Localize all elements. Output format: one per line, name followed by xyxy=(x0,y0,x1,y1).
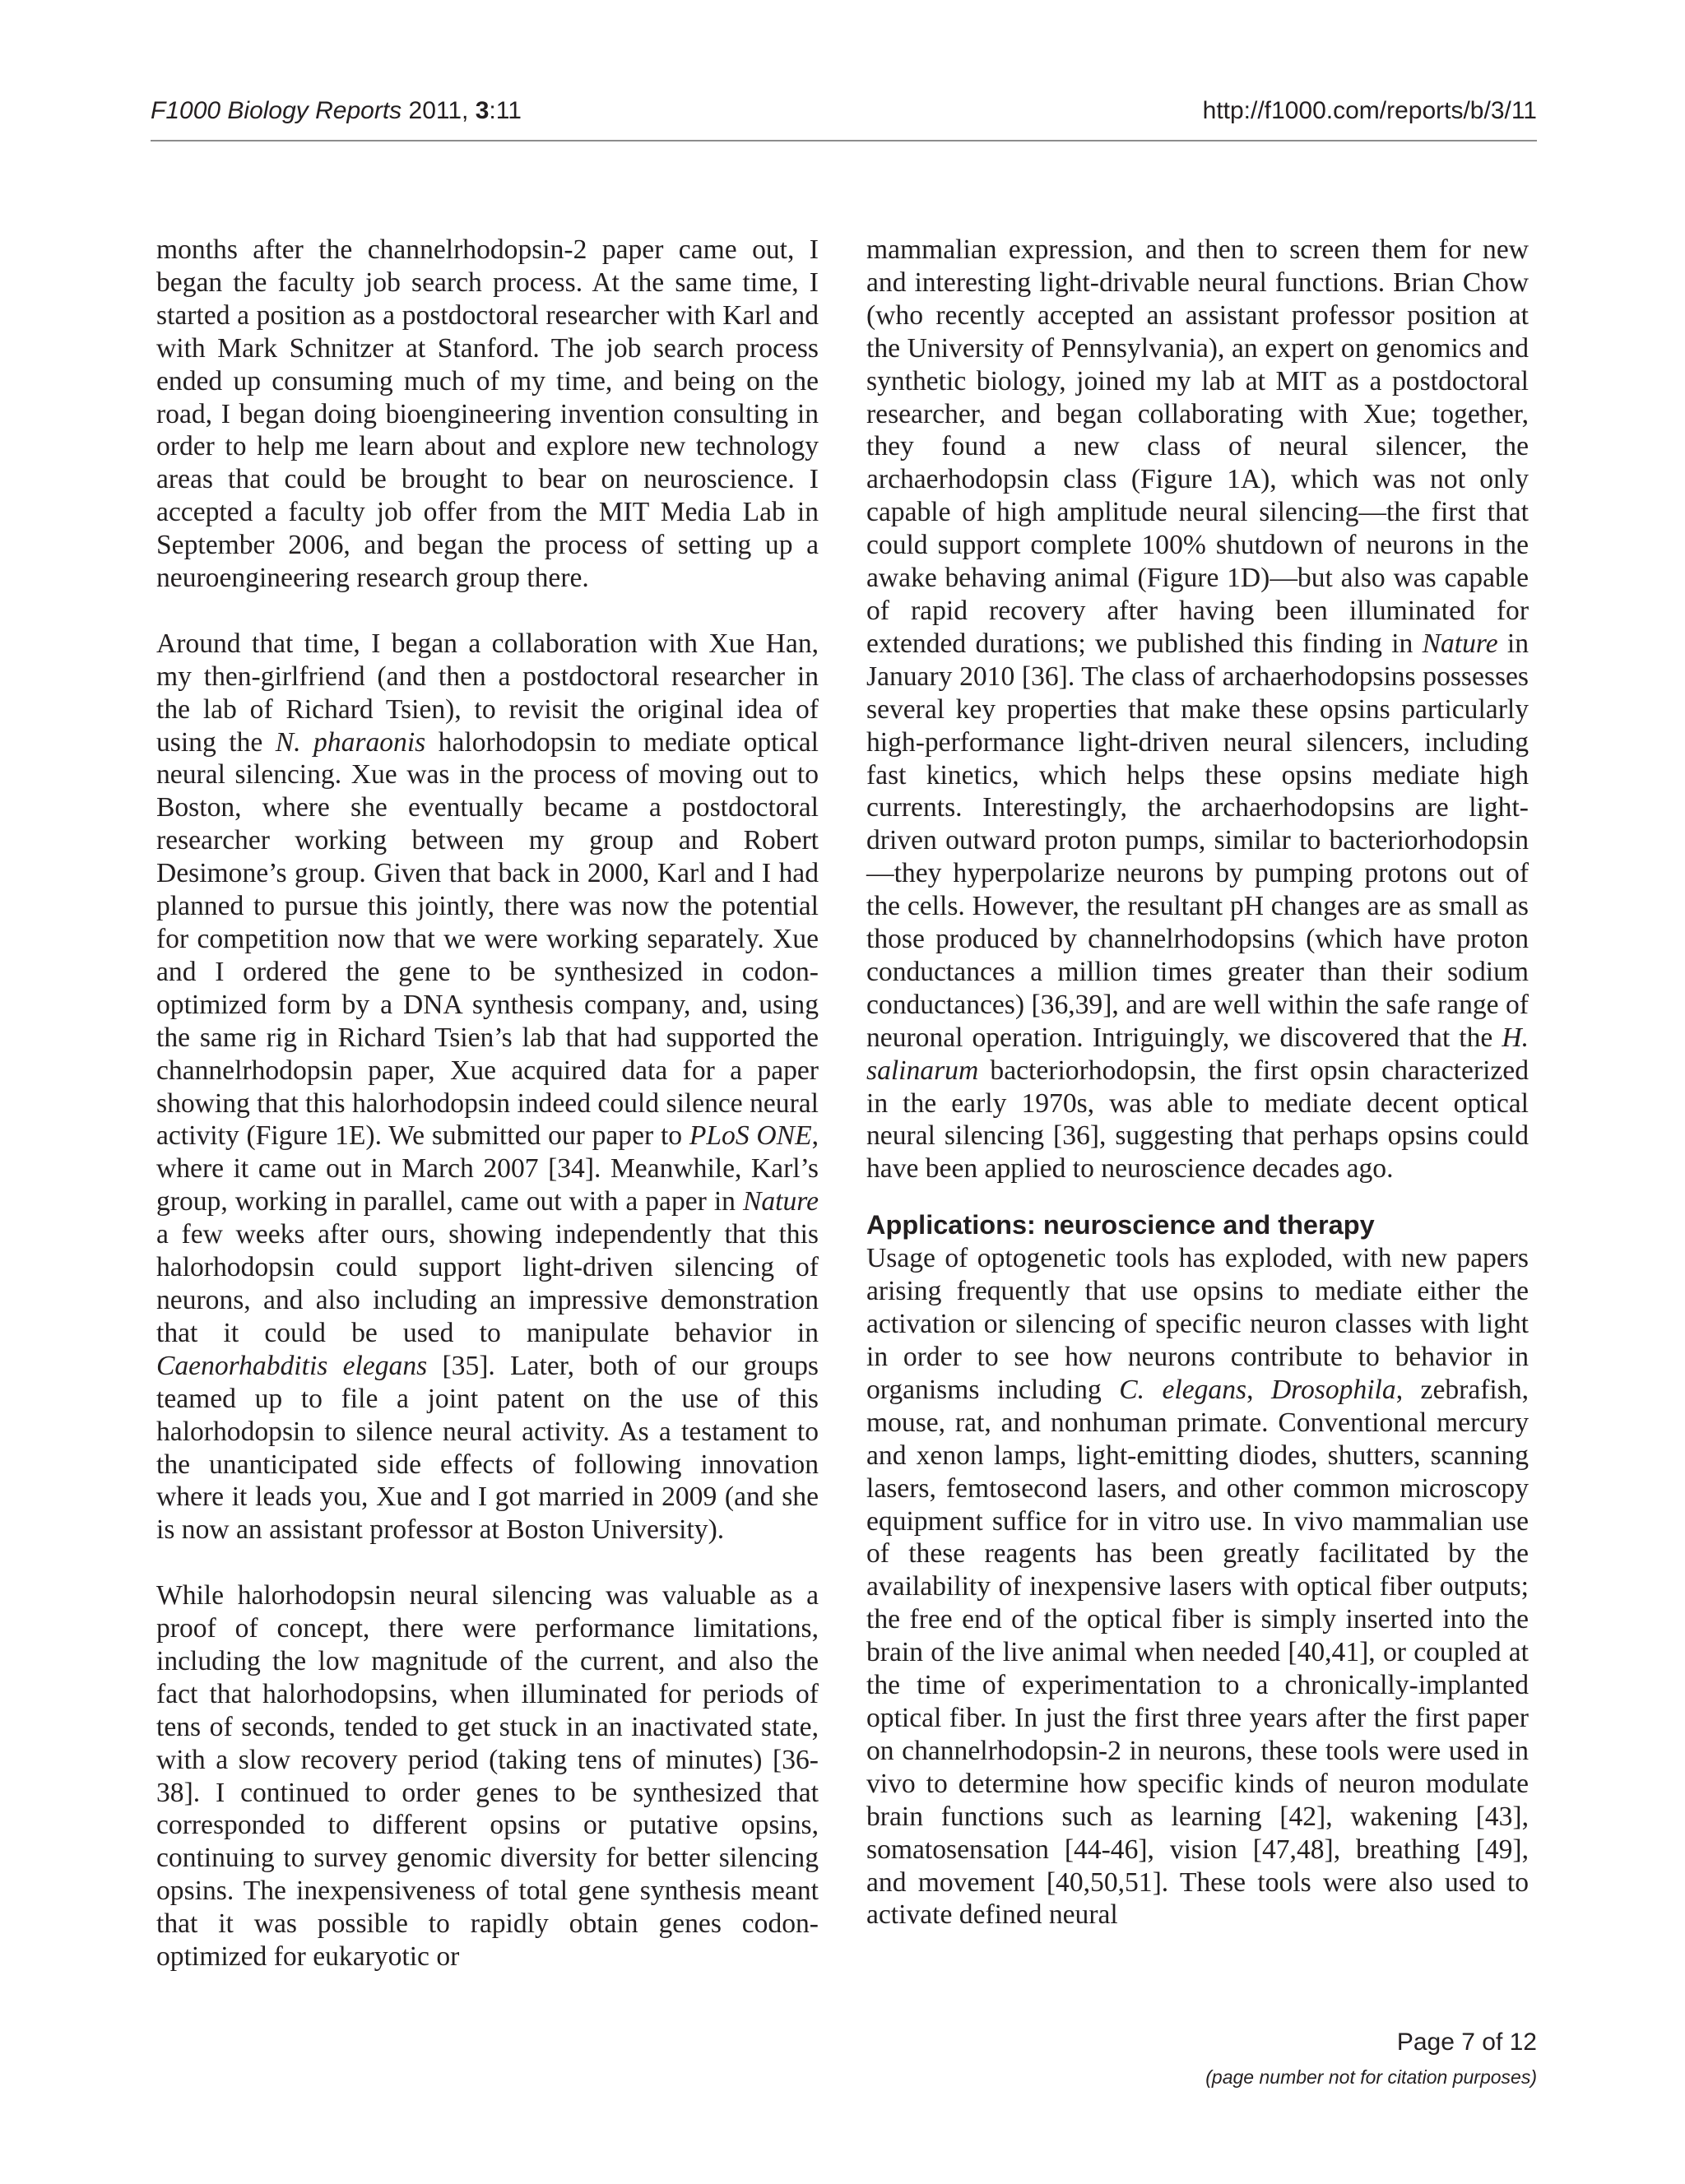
left-paragraph-1: months after the channelrhodopsin-2 paper came out, I began the faculty job search process. At the same time, I started a position as a postdoctoral researcher with Karl and with Mark Schnitzer at Stanford. The job search process ended up consuming much of my time, and being on the road, I began doing bioengineering invention consulting in order to help me learn about and explore new technology areas that could be brought to bear on neuroscience. I accepted a faculty job offer from the MIT Media Lab in September 2006, and began the process of setting up a neuroengineering research group there. xyxy=(156,234,819,594)
species-name: Drosophila xyxy=(1270,1374,1396,1405)
text-run: bacteriorhodopsin, the first opsin characterized in the early 1970s, was able to mediate decent optical neural silencing [36], suggesting that perhaps opsins could have been applied to neuroscience decades ago. xyxy=(866,1055,1529,1185)
text-run: Usage of optogenetic tools has exploded, with new papers arising frequently that use opsins to mediate either the activation or silencing of specific neuron classes with light in order to see how neurons contribute to behavior in organisms including xyxy=(866,1243,1529,1405)
journal-issue: :11 xyxy=(489,97,522,124)
section-heading: Applications: neuroscience and therapy xyxy=(866,1210,1375,1240)
species-name: C. elegans xyxy=(1119,1374,1247,1405)
text-run: in January 2010 [36]. The class of archaerhodopsins possesses several key properties that make these opsins particularly high-performance light-driven neural silencers, including fast kinetics, which helps these opsins mediate high currents. Interestingly, the archaerhodopsins are light-driven outward proton pumps, similar to bacteriorhodopsin—they hyperpolarize neurons by pumping protons out of the cells. However, the resultant pH changes are as small as those produced by channelrhodopsins (which have proton conductances a million times greater than their sodium conductances) [36,39], and are well within the safe range of neuronal operation. Intriguingly, we discovered that the xyxy=(866,628,1529,1053)
article-url[interactable]: http://f1000.com/reports/b/3/11 xyxy=(1202,97,1537,124)
right-paragraph-1 xyxy=(866,234,1529,1185)
journal-name: F1000 Biology Reports xyxy=(151,97,402,124)
left-paragraph-3: While halorhodopsin neural silencing was valuable as a proof of concept, there were performance limitations, including the low magnitude of the current, and also the fact that halorhodopsins, when illuminated for periods of tens of seconds, tended to get stuck in an inactivated state, with a slow recovery period (taking tens of minutes) [36-38]. I continued to order genes to be synthesized that corresponded to different opsins or putative opsins, continuing to survey genomic diversity for better silencing opsins. The inexpensiveness of total gene synthesis meant that it was possible to rapidly obtain genes codon-optimized for eukaryotic or xyxy=(156,1580,819,1973)
left-paragraph-2 xyxy=(156,628,819,1546)
running-header xyxy=(151,97,1537,137)
species-name: N. pharaonis xyxy=(275,726,426,758)
species-name: H. salinarum xyxy=(866,1022,1529,1086)
text-run: , xyxy=(1246,1374,1271,1405)
journal-citation xyxy=(151,97,522,125)
text-run: a few weeks after ours, showing independently that this halorhodopsin could support light-driven silencing of neurons, and also including an impressive demonstration that it could be used to manipulate behavior in xyxy=(156,1219,819,1348)
species-name: Caenorhabditis elegans xyxy=(156,1350,428,1381)
journal-year: 2011, xyxy=(408,97,469,124)
journal-title: Nature xyxy=(742,1186,819,1217)
header-rule xyxy=(151,140,1537,141)
journal-title: Nature xyxy=(1422,628,1498,659)
text-run: , zebrafish, mouse, rat, and nonhuman primate. Conventional mercury and xenon lamps, light-emitting diodes, shutters, scanning lasers, femtosecond lasers, and other common microscopy equipment suffice for in vitro use. In vivo mammalian use of these reagents has been greatly facilitated by the availability of inexpensive lasers with optical fiber outputs; the free end of the optical fiber is simply inserted into the brain of the live animal when needed [40,41], or coupled at the time of experimentation to a chronically-implanted optical fiber. In just the first three years after the first paper on channelrhodopsin-2 in neurons, these tools were used in vivo to determine how specific kinds of neuron modulate brain functions such as learning [42], wakening [43], somatosensation [44-46], vision [47,48], breathing [49], and movement [40,50,51]. These tools were also used to activate defined neural xyxy=(866,1374,1529,1931)
text-run: halorhodopsin to mediate optical neural silencing. Xue was in the process of moving out to Boston, where she eventually became a postdoctoral researcher working between my group and Robert Desimone’s group. Given that back in 2000, Karl and I had planned to pursue this jointly, there was now the potential for competition now that we were working separately. Xue and I ordered the gene to be synthesized in codon-optimized form by a DNA synthesis company, and, using the same rig in Richard Tsien’s lab that had supported the channelrhodopsin paper, Xue acquired data for a paper showing that this halorhodopsin indeed could silence neural activity (Figure 1E). We submitted our paper to xyxy=(156,726,819,1152)
citation-note: (page number not for citation purposes) xyxy=(1205,2066,1537,2088)
journal-volume: 3 xyxy=(475,97,490,124)
text-run: mammalian expression, and then to screen them for new and interesting light-drivable neural functions. Brian Chow (who recently accepted an assistant professor position at the University of Pennsylvania), an expert on genomics and synthetic biology, joined my lab at MIT as a postdoctoral researcher, and began collaborating with Xue; together, they found a new class of neural silencer, the archaerhodopsin class (Figure 1A), which was not only capable of high amplitude neural silencing—the first that could support complete 100% shutdown of neurons in the awake behaving animal (Figure 1D)—but also was capable of rapid recovery after having been illuminated for extended durations; we published this finding in xyxy=(866,234,1529,659)
journal-title: PLoS ONE xyxy=(689,1120,812,1152)
page-number: Page 7 of 12 xyxy=(1396,2029,1537,2056)
right-paragraph-2 xyxy=(866,1242,1529,1931)
text-run: [35]. Later, both of our groups teamed up to file a joint patent on the use of this halorhodopsin to silence neural activity. As a testament to the unanticipated side effects of following innovation where it leads you, Xue and I got married in 2009 (and she is now an assistant professor at Boston University). xyxy=(156,1350,819,1546)
left-column xyxy=(156,234,819,1973)
right-column xyxy=(866,234,1529,1931)
text-run: Around that time, I began a collaboration with Xue Han, my then-girlfriend (and then a postdoctoral researcher in the lab of Richard Tsien), to revisit the original idea of using the xyxy=(156,628,819,758)
text-run: , where it came out in March 2007 [34]. Meanwhile, Karl’s group, working in parallel, came out with a paper in xyxy=(156,1120,819,1217)
